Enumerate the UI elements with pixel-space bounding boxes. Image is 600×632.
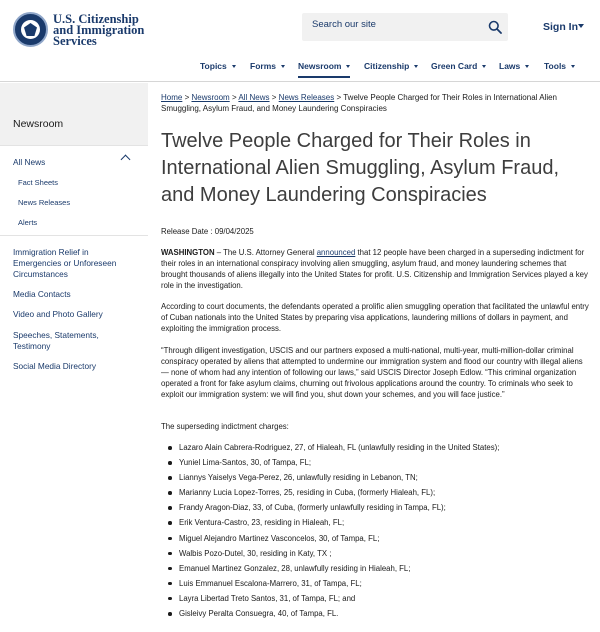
nav-topics[interactable] [200, 61, 236, 71]
divider [0, 145, 148, 146]
sidebar-item-news-releases[interactable]: News Releases [18, 198, 71, 207]
sidebar-item-fact-sheets[interactable]: Fact Sheets [18, 178, 59, 187]
breadcrumb-separator: > [336, 93, 342, 102]
agency-logo-text[interactable] [53, 14, 144, 47]
article-paragraph-1 [161, 247, 591, 291]
breadcrumb-news-releases[interactable]: News Releases [278, 93, 335, 102]
chevron-down-icon [232, 65, 236, 68]
list-item: Erik Ventura-Castro, 23, residing in Hialeah, FL; [166, 515, 586, 530]
chevron-down-icon [571, 65, 575, 68]
breadcrumb-home[interactable]: Home [161, 93, 183, 102]
sidebar-title: Newsroom [13, 118, 64, 130]
nav-newsroom[interactable] [298, 61, 350, 78]
nav-label: Green Card [431, 61, 478, 71]
breadcrumb-separator: > [271, 93, 277, 102]
sidebar-item-social-media[interactable]: Social Media Directory [13, 361, 96, 371]
sidebar-item-video-photo-gallery[interactable]: Video and Photo Gallery [13, 309, 103, 319]
nav-label: Forms [250, 61, 276, 71]
search-input[interactable] [312, 19, 472, 30]
chevron-down-icon [482, 65, 486, 68]
agency-line-2: and Immigration [53, 23, 145, 37]
list-item: Lazaro Alain Cabrera-Rodriguez, 27, of Hialeah, FL (unlawfully residing in the United States); [166, 440, 586, 455]
page-title: Twelve People Charged for Their Roles in International Alien Smuggling, Asylum Fraud, and Money Laundering Conspiracies [161, 130, 559, 206]
list-item: Walbis Pozo-Dutel, 30, residing in Katy, TX ; [166, 546, 586, 561]
breadcrumb-separator: > [231, 93, 237, 102]
list-item: Marianny Lucia Lopez-Torres, 25, residing in Cuba, (formerly Hialeah, FL); [166, 485, 586, 500]
sidebar-item-speeches[interactable]: Speeches, Statements, Testimony [13, 330, 99, 351]
breadcrumb-current: Twelve People Charged for Their Roles in International Alien Smuggling, Asylum Fraud, and Money Laundering Conspiracies [161, 93, 557, 113]
charges-intro: The superseding indictment charges: [161, 422, 289, 431]
list-item: Miguel Alejandro Martinez Vasconcelos, 30, of Tampa, FL; [166, 531, 586, 546]
release-date: Release Date : 09/04/2025 [161, 227, 254, 236]
article-paragraph-2: According to court documents, the defendants operated a prolific alien smuggling operation that facilitated the unlawful entry of Cuban nationals into the United States by preparing visa applications, laundering millions of dollars in payment, and exploiting the immigration process. [161, 302, 589, 333]
paragraph-text: that 12 people have been charged in a superseding indictment for their roles in an international conspiracy involving alien smuggling, asylum fraud, and money laundering schemes that brought thousands of aliens illegally into the United States for profit. U.S. Citizenship and Immigration Services played a key role in the investigation. [161, 248, 588, 290]
article-paragraph-3: “Through diligent investigation, USCIS and our partners exposed a multi-national, multi-year, multi-million-dollar criminal conspiracy operated by aliens that attempted to undermine our immigration system and flood our country with illegal aliens — none of whom had any intention of following our laws,” said USCIS Director Joseph Edlow. “This criminal organization operated a front for fake asylum claims, churning out frivolous applications around the country. To criminals who seek to exploit our immigration system: we will find you, shut down your schemes, and you will face justice.” [161, 346, 583, 399]
breadcrumb-separator: > [184, 93, 190, 102]
dhs-seal-logo[interactable] [13, 12, 48, 47]
chevron-down-icon[interactable] [578, 24, 584, 28]
search-icon[interactable] [488, 20, 502, 34]
chevron-down-icon [414, 65, 418, 68]
list-item: Liannys Yaiselys Vega-Perez, 26, unlawfully residing in Lebanon, TN; [166, 470, 586, 485]
nav-label: Topics [200, 61, 227, 71]
nav-citizenship[interactable] [364, 61, 418, 71]
sidebar-item-media-contacts[interactable]: Media Contacts [13, 289, 71, 299]
nav-laws[interactable] [499, 61, 529, 71]
sign-in-button[interactable]: Sign In [543, 21, 578, 33]
chevron-down-icon [346, 65, 350, 68]
agency-line-3: Services [53, 34, 97, 48]
nav-label: Newsroom [298, 61, 342, 71]
breadcrumb [161, 93, 591, 114]
nav-forms[interactable] [250, 61, 285, 71]
list-item: Emanuel Martinez Gonzalez, 28, unlawfully residing in Hialeah, FL; [166, 561, 586, 576]
breadcrumb-newsroom[interactable]: Newsroom [191, 93, 230, 102]
dateline: WASHINGTON [161, 248, 215, 257]
nav-green-card[interactable] [431, 61, 486, 71]
sidebar [0, 83, 148, 632]
site-header [0, 0, 600, 82]
paragraph-text: – The U.S. Attorney General [214, 248, 317, 257]
sidebar-item-alerts[interactable]: Alerts [18, 218, 38, 227]
chevron-up-icon[interactable] [121, 155, 131, 165]
breadcrumb-all-news[interactable]: All News [238, 93, 270, 102]
list-item: Gisleivy Peralta Consuegra, 40, of Tampa, FL. [166, 606, 586, 621]
divider [0, 235, 148, 236]
sidebar-title-band [0, 83, 148, 145]
sidebar-item-immigration-relief[interactable]: Immigration Relief in Emergencies or Unforeseen Circumstances [13, 247, 117, 279]
agency-line-1: U.S. Citizenship [53, 12, 139, 26]
main-nav [0, 56, 600, 82]
list-item: Luis Emmanuel Escalona-Marrero, 31, of Tampa, FL; [166, 576, 586, 591]
nav-label: Citizenship [364, 61, 410, 71]
chevron-down-icon [525, 65, 529, 68]
chevron-down-icon [281, 65, 285, 68]
list-item: Frandy Aragon-Diaz, 33, of Cuba, (formerly unlawfully residing in Tampa, FL); [166, 500, 586, 515]
search-box [302, 13, 508, 41]
announced-link[interactable]: announced [316, 248, 356, 257]
list-item: Layra Libertad Treto Santos, 31, of Tampa, FL; and [166, 591, 586, 606]
charges-list [166, 440, 586, 621]
nav-tools[interactable] [544, 61, 575, 71]
list-item: Yuniel Lima-Santos, 30, of Tampa, FL; [166, 455, 586, 470]
sidebar-item-all-news[interactable]: All News [13, 157, 46, 167]
nav-label: Tools [544, 61, 567, 71]
nav-label: Laws [499, 61, 521, 71]
